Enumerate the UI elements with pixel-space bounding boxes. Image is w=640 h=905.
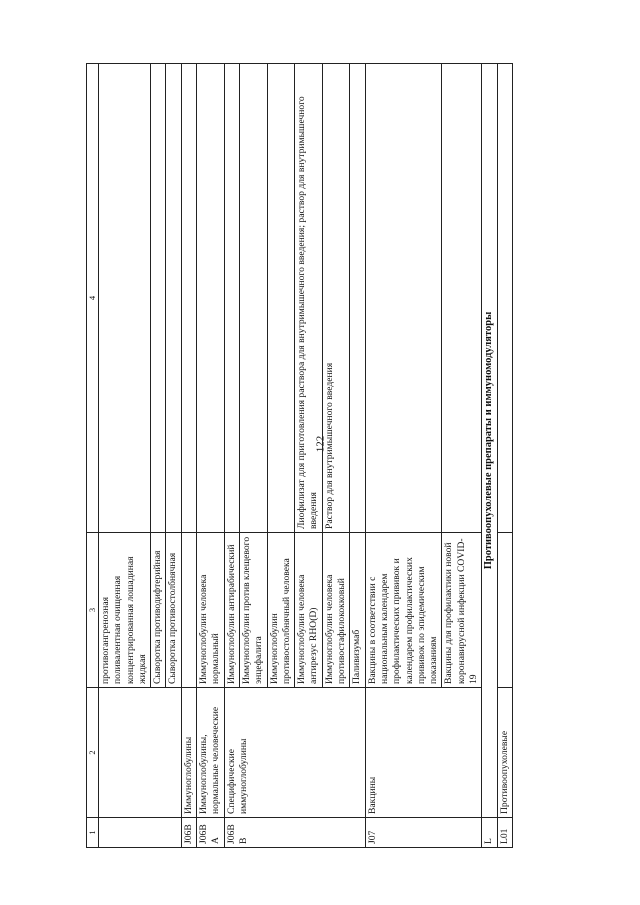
drug-name: Вакцины в соответствии с национальным календарем профилактических прививок и календарем профилактических прививок по эпидемическим показаниям [365,533,442,688]
dosage-form: Лиофилизат для приготовления раствора для внутримышечного введения; раствор для внутримышечного введения [295,64,323,533]
drug-name: Вакцины для профилактики новой коронавирусной инфекции COVID-19 [442,533,482,688]
drug-name: противогангренозная поливалентная очищенная концентрированная лошадиная жидкая [99,533,151,688]
dosage-form [99,64,151,533]
group-name: Специфические иммуноглобулины [224,688,365,818]
group-name: Иммуноглобулины [181,688,196,818]
drug-name: Иммуноглобулин противостолбнячный человека [267,533,295,688]
dosage-form [197,64,225,533]
dosage-form [365,64,442,533]
drug-name: Паливизумаб [350,533,365,688]
group-name: Противоопухолевые [497,688,512,818]
drug-name: Иммуноглобулин антирабический [224,533,239,688]
table-row [99,64,151,848]
dosage-form [181,64,196,533]
dosage-form [166,64,181,533]
atc-code [99,818,182,848]
dosage-form: Раствор для внутримышечного введения [322,64,350,533]
dosage-form [267,64,295,533]
table-row [181,64,196,848]
atc-code: L01 [497,818,512,848]
header-cell: 3 [87,533,99,688]
rotated-table-page [86,64,574,848]
drug-name: Иммуноглобулин человека нормальный [197,533,225,688]
atc-code: J06BB [224,818,365,848]
drug-name: Сыворотка противостолбнячная [166,533,181,688]
drug-name: Иммуноглобулин против клещевого энцефалита [239,533,267,688]
atc-code: J06B [181,818,196,848]
table-row [497,64,512,848]
group-name: Иммуноглобулины, нормальные человеческие [197,688,225,818]
dosage-form [497,64,512,533]
section-title: Противоопухолевые препараты и иммуномодуляторы [482,64,497,818]
group-name: Вакцины [365,688,482,818]
atc-code: J06BA [197,818,225,848]
atc-code: J07 [365,818,482,848]
drug-name [497,533,512,688]
dosage-form [350,64,365,533]
medicines-table [86,63,513,848]
table-row [224,64,239,848]
table-row [197,64,225,848]
dosage-form [151,64,166,533]
drug-name: Иммуноглобулин человека противостафилококковый [322,533,350,688]
page-number: 122 [314,435,327,453]
table-row [365,64,442,848]
group-name [99,688,182,818]
dosage-form [442,64,482,533]
header-cell: 2 [87,688,99,818]
section-code: L [482,818,497,848]
dosage-form [224,64,239,533]
header-row [87,64,99,848]
dosage-form [239,64,267,533]
header-cell: 4 [87,64,99,533]
drug-name [181,533,196,688]
header-cell: 1 [87,818,99,848]
drug-name: Сыворотка противодифтерийная [151,533,166,688]
section-row [482,64,497,848]
drug-name: Иммуноглобулин человека антирезус RHO(D) [295,533,323,688]
